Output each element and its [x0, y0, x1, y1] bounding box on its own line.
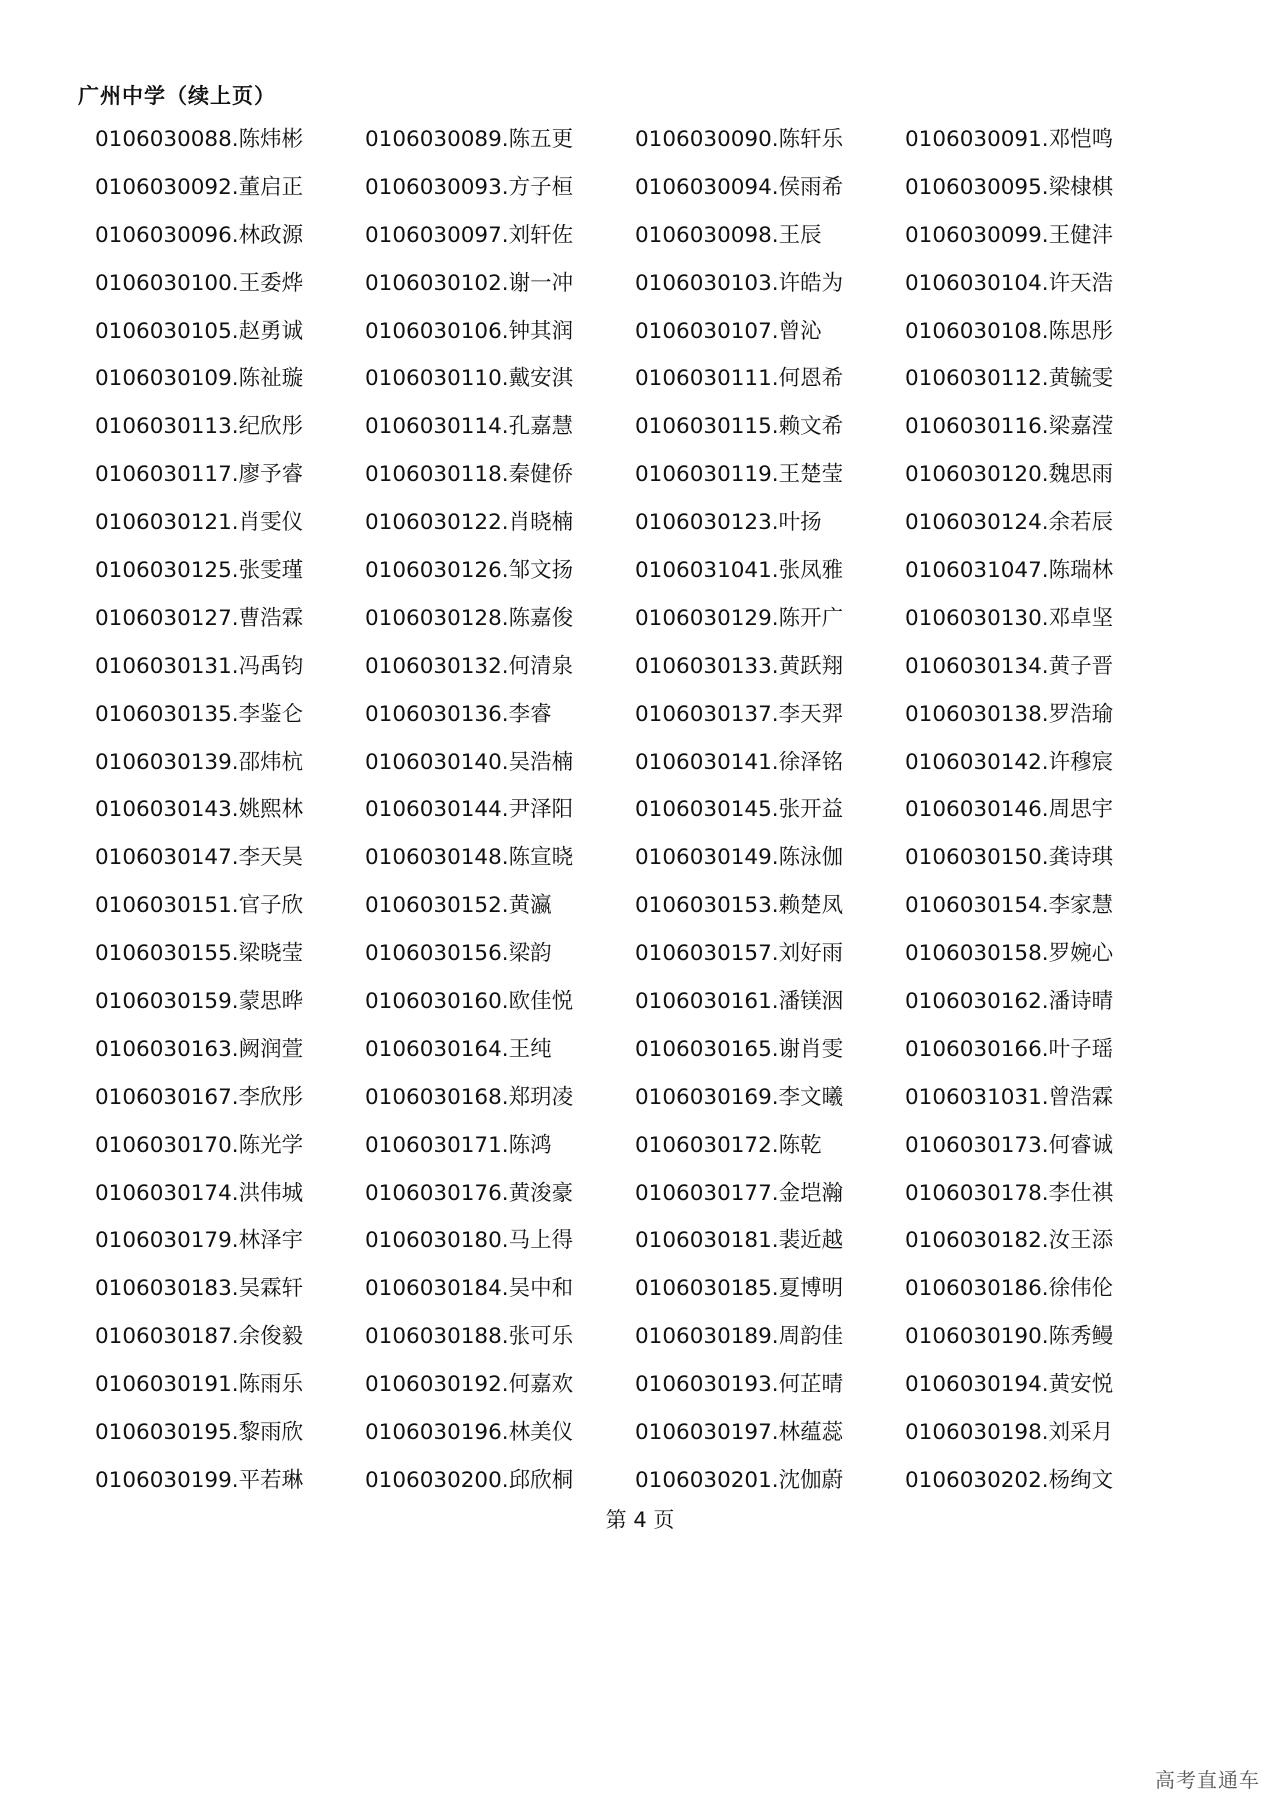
student-entry: 0106030136.李睿	[365, 701, 552, 727]
student-entry: 0106030195.黎雨欣	[95, 1420, 304, 1446]
student-entry: 0106030129.陈开广	[635, 605, 844, 631]
student-entry: 0106030110.戴安淇	[365, 366, 574, 392]
student-entry: 0106030199.平若琳	[95, 1467, 304, 1493]
student-entry: 0106030197.林蕴蕊	[635, 1420, 844, 1446]
student-entry: 0106030123.叶扬	[635, 510, 822, 536]
student-entry: 0106030132.何清泉	[365, 653, 574, 679]
student-entry: 0106030125.张雯瑾	[95, 558, 304, 584]
student-entry: 0106030162.潘诗晴	[905, 989, 1114, 1015]
student-entry: 0106030100.王委烨	[95, 270, 304, 296]
student-entry: 0106030185.夏博明	[635, 1276, 844, 1302]
student-entry: 0106030103.许皓为	[635, 270, 844, 296]
student-list	[95, 122, 1195, 1511]
student-entry: 0106030115.赖文希	[635, 414, 844, 440]
student-entry: 0106030143.姚熙林	[95, 797, 304, 823]
student-entry: 0106030092.董启正	[95, 174, 304, 200]
student-entry: 0106030159.蒙思晔	[95, 989, 304, 1015]
student-entry: 0106030102.谢一冲	[365, 270, 574, 296]
student-entry: 0106030097.刘轩佐	[365, 222, 574, 248]
student-entry: 0106030090.陈轩乐	[635, 127, 844, 152]
student-entry: 0106030127.曹浩霖	[95, 605, 304, 631]
student-entry: 0106030160.欧佳悦	[365, 989, 574, 1015]
student-entry: 0106030168.郑玥凌	[365, 1084, 574, 1110]
student-entry: 0106030161.潘镁洇	[635, 989, 844, 1015]
student-entry: 0106030144.尹泽阳	[365, 797, 574, 823]
student-entry: 0106030155.梁晓莹	[95, 941, 304, 967]
student-entry: 0106030183.吴霖轩	[95, 1276, 304, 1302]
student-entry: 0106030124.余若辰	[905, 510, 1114, 536]
student-entry: 0106030148.陈宣晓	[365, 845, 574, 871]
student-entry: 0106030122.肖晓楠	[365, 510, 574, 536]
student-entry: 0106030112.黄毓雯	[905, 366, 1114, 392]
student-entry: 0106031041.张凤雅	[635, 558, 844, 584]
student-entry: 0106031047.陈瑞林	[905, 558, 1114, 584]
student-entry: 0106030098.王辰	[635, 222, 822, 248]
student-entry: 0106030165.谢肖雯	[635, 1036, 844, 1062]
student-entry: 0106030141.徐泽铭	[635, 749, 844, 775]
student-entry: 0106030202.杨绚文	[905, 1467, 1114, 1493]
student-entry: 0106030196.林美仪	[365, 1420, 574, 1446]
student-entry: 0106030171.陈鸿	[365, 1132, 552, 1158]
student-entry: 0106030121.肖雯仪	[95, 510, 304, 536]
student-entry: 0106030128.陈嘉俊	[365, 605, 574, 631]
student-entry: 0106030150.龚诗琪	[905, 845, 1114, 871]
student-entry: 0106030088.陈炜彬	[95, 127, 304, 152]
page-title: 广州中学（续上页）	[78, 84, 276, 108]
student-entry: 0106030146.周思宇	[905, 797, 1114, 823]
student-entry: 0106030094.侯雨希	[635, 174, 844, 200]
student-entry: 0106030201.沈伽蔚	[635, 1467, 844, 1493]
student-entry: 0106030192.何嘉欢	[365, 1372, 574, 1398]
student-entry: 0106030134.黄子晋	[905, 653, 1114, 679]
student-entry: 0106031031.曾浩霖	[905, 1084, 1114, 1110]
student-entry: 0106030151.官子欣	[95, 893, 304, 919]
student-entry: 0106030137.李天羿	[635, 701, 844, 727]
student-entry: 0106030108.陈思彤	[905, 318, 1114, 344]
student-entry: 0106030193.何芷晴	[635, 1372, 844, 1398]
student-entry: 0106030198.刘采月	[905, 1420, 1114, 1446]
student-entry: 0106030118.秦健侨	[365, 462, 574, 488]
student-entry: 0106030153.赖楚凤	[635, 893, 844, 919]
student-entry: 0106030172.陈乾	[635, 1132, 822, 1158]
student-entry: 0106030117.廖予睿	[95, 462, 304, 488]
student-entry: 0106030187.余俊毅	[95, 1324, 304, 1350]
student-entry: 0106030158.罗婉心	[905, 941, 1114, 967]
student-entry: 0106030188.张可乐	[365, 1324, 574, 1350]
student-entry: 0106030105.赵勇诚	[95, 318, 304, 344]
student-entry: 0106030089.陈五更	[365, 127, 574, 152]
student-entry: 0106030152.黄瀛	[365, 893, 552, 919]
student-entry: 0106030186.徐伟伦	[905, 1276, 1114, 1302]
student-entry: 0106030189.周韵佳	[635, 1324, 844, 1350]
student-entry: 0106030109.陈祉璇	[95, 366, 304, 392]
student-entry: 0106030091.邓恺鸣	[905, 127, 1114, 152]
student-entry: 0106030173.何睿诚	[905, 1132, 1114, 1158]
student-entry: 0106030096.林政源	[95, 222, 304, 248]
student-entry: 0106030107.曾沁	[635, 318, 822, 344]
student-entry: 0106030131.冯禹钧	[95, 653, 304, 679]
student-entry: 0106030111.何恩希	[635, 366, 844, 392]
student-entry: 0106030095.梁棣棋	[905, 174, 1114, 200]
student-entry: 0106030149.陈泳伽	[635, 845, 844, 871]
student-entry: 0106030138.罗浩瑜	[905, 701, 1114, 727]
student-entry: 0106030164.王纯	[365, 1036, 552, 1062]
student-entry: 0106030135.李鉴仑	[95, 701, 304, 727]
student-entry: 0106030116.梁嘉滢	[905, 414, 1114, 440]
student-entry: 0106030177.金垲瀚	[635, 1180, 844, 1206]
student-entry: 0106030190.陈秀鳗	[905, 1324, 1114, 1350]
watermark: 高考直通车	[1155, 1768, 1260, 1792]
student-entry: 0106030114.孔嘉慧	[365, 414, 574, 440]
student-entry: 0106030142.许穆宸	[905, 749, 1114, 775]
student-entry: 0106030170.陈光学	[95, 1132, 304, 1158]
student-entry: 0106030163.阙润萱	[95, 1036, 304, 1062]
page-number: 第 4 页	[605, 1508, 675, 1532]
student-entry: 0106030174.洪伟城	[95, 1180, 304, 1206]
student-entry: 0106030176.黄浚豪	[365, 1180, 574, 1206]
student-entry: 0106030140.吴浩楠	[365, 749, 574, 775]
student-entry: 0106030133.黄跃翔	[635, 653, 844, 679]
student-entry: 0106030119.王楚莹	[635, 462, 844, 488]
student-entry: 0106030104.许天浩	[905, 270, 1114, 296]
student-entry: 0106030130.邓卓坚	[905, 605, 1114, 631]
student-entry: 0106030180.马上得	[365, 1228, 574, 1254]
student-entry: 0106030093.方子桓	[365, 174, 574, 200]
student-entry: 0106030194.黄安悦	[905, 1372, 1114, 1398]
student-entry: 0106030191.陈雨乐	[95, 1372, 304, 1398]
student-entry: 0106030120.魏思雨	[905, 462, 1114, 488]
student-entry: 0106030106.钟其润	[365, 318, 574, 344]
student-entry: 0106030156.梁韵	[365, 941, 552, 967]
student-entry: 0106030157.刘好雨	[635, 941, 844, 967]
student-entry: 0106030169.李文曦	[635, 1084, 844, 1110]
student-entry: 0106030181.裴近越	[635, 1228, 844, 1254]
student-entry: 0106030200.邱欣桐	[365, 1467, 574, 1493]
student-entry: 0106030126.邹文扬	[365, 558, 574, 584]
student-entry: 0106030179.林泽宇	[95, 1228, 304, 1254]
student-entry: 0106030145.张开益	[635, 797, 844, 823]
student-entry: 0106030154.李家慧	[905, 893, 1114, 919]
student-entry: 0106030166.叶子瑶	[905, 1036, 1114, 1062]
student-entry: 0106030113.纪欣彤	[95, 414, 304, 440]
student-entry: 0106030182.汝王添	[905, 1228, 1114, 1254]
student-entry: 0106030178.李仕祺	[905, 1180, 1114, 1206]
student-entry: 0106030167.李欣彤	[95, 1084, 304, 1110]
student-entry: 0106030147.李天昊	[95, 845, 304, 871]
student-entry: 0106030099.王健沣	[905, 222, 1114, 248]
student-entry: 0106030184.吴中和	[365, 1276, 574, 1302]
student-entry: 0106030139.邵炜杭	[95, 749, 304, 775]
